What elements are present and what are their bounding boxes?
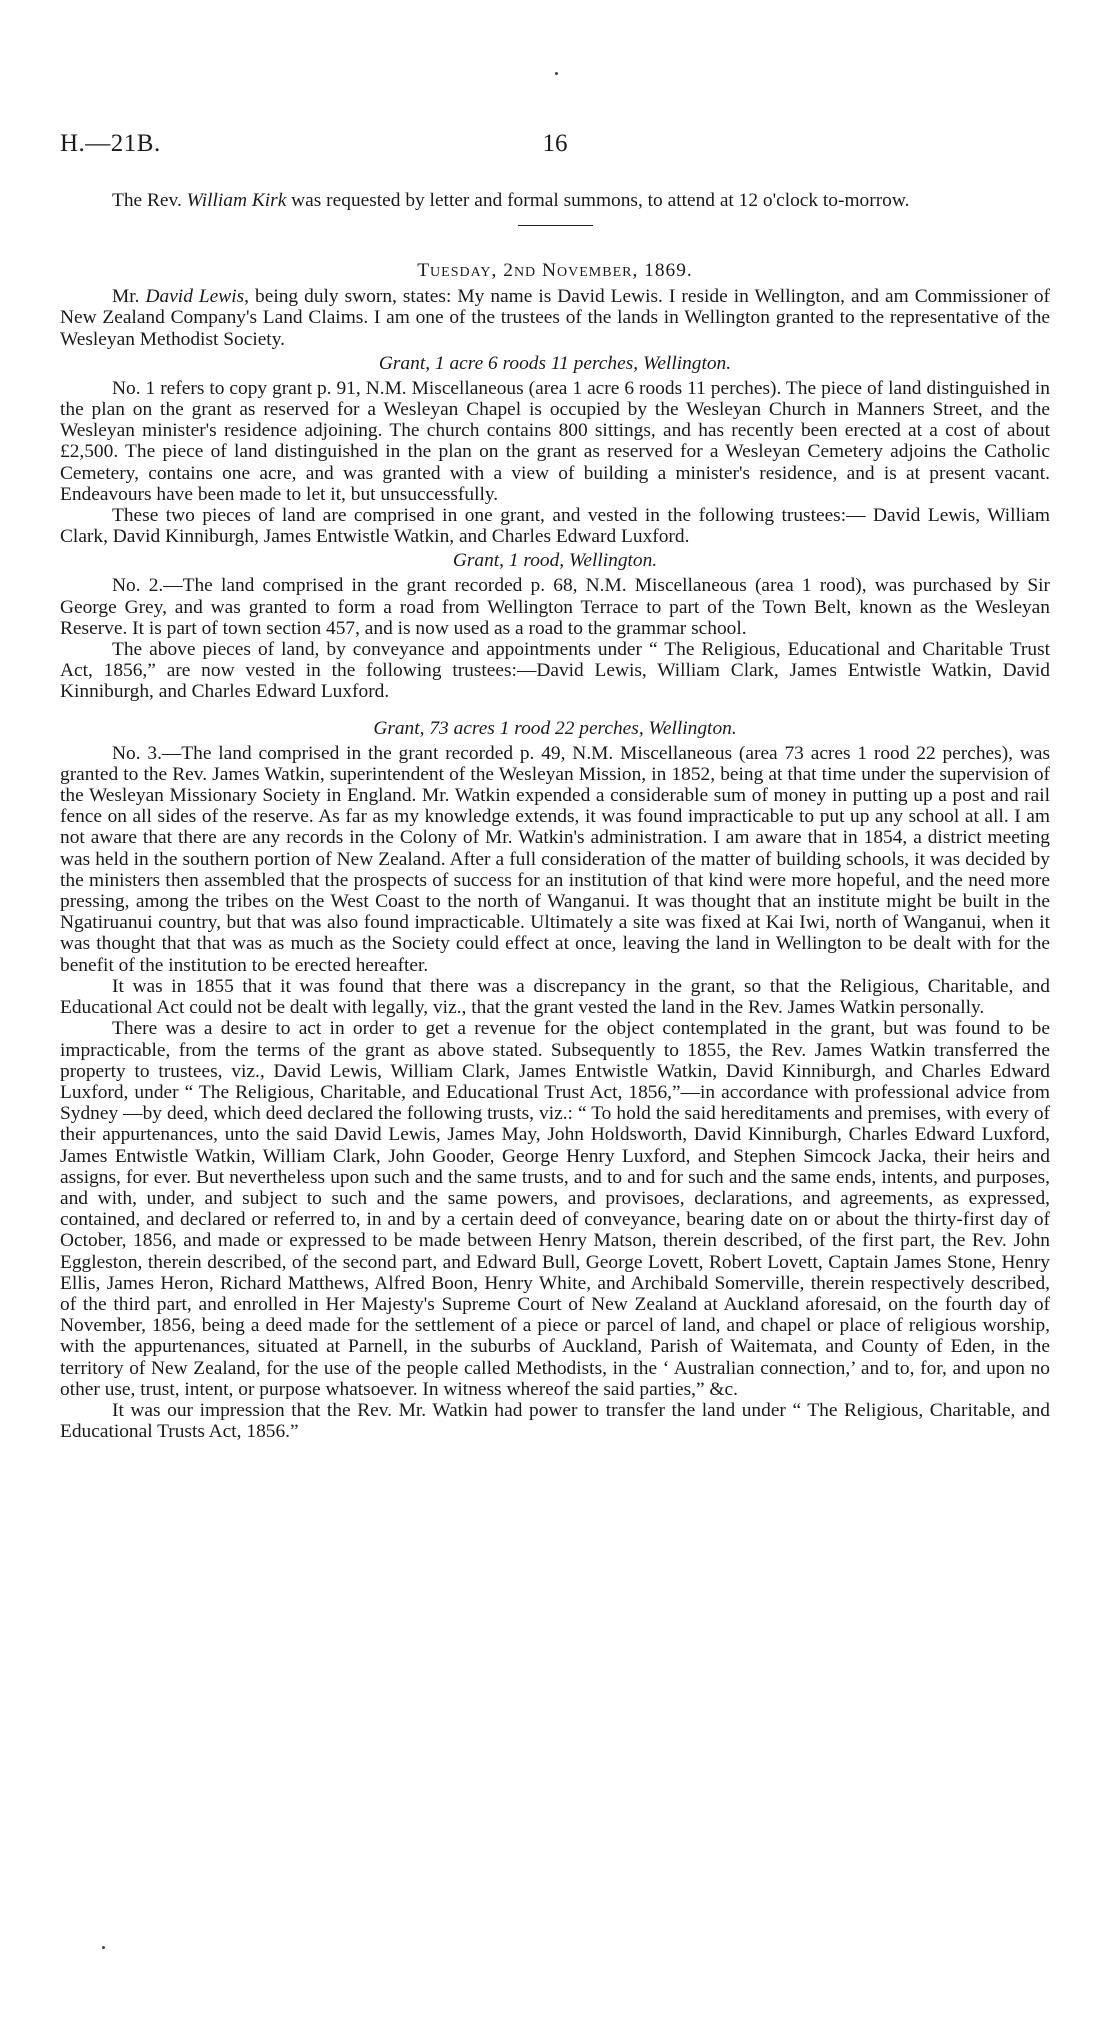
intro-name: William Kirk xyxy=(186,190,287,211)
witness-prefix: Mr. xyxy=(112,286,146,308)
grant-3-heading: Grant, 73 acres 1 rood 22 perches, Wellington. xyxy=(373,717,737,739)
date-heading xyxy=(60,260,1050,282)
scan-speck xyxy=(102,1946,105,1949)
grant-1-paragraph-2: These two pieces of land are comprised in one grant, and vested in the following trustees:— David Lewis, William Clark, David Kinniburgh, James Entwistle Watkin, and Charles Edward Luxford. xyxy=(60,505,1050,548)
grant-2-heading: Grant, 1 rood, Wellington. xyxy=(452,550,658,572)
date-text: , 2nd November, 1869. xyxy=(491,260,693,282)
witness-name: David Lewis xyxy=(145,286,245,308)
section-divider xyxy=(518,225,593,226)
grant-3-paragraph-4: It was our impression that the Rev. Mr. Watkin had power to transfer the land under “ The Religious, Charitable, and Educational Trusts Act, 1856.” xyxy=(60,1399,1050,1443)
grant-3-paragraph-2: It was in 1855 that it was found that there was a discrepancy in the grant, so that the Religious, Charitable, and Educational Act could not be dealt with legally, viz., that the grant vested the land in the Rev. James Watkin personally. xyxy=(60,975,1050,1019)
grant-3-paragraph-1: No. 3.—The land comprised in the grant recorded p. 49, N.M. Miscellaneous (area 73 acres 1 rood 22 perches), was granted to the Rev. James Watkin, superintendent of the Wesleyan Mission, in 1852, being at that time under the supervision of the Wesleyan Missionary Society in England. Mr. Watkin expended a considerable sum of money in putting up a post and rail fence on all sides of the reserve. As far as my knowledge extends, it was found impracticable to put up any school at all. I am not aware that there are any records in the Colony of Mr. Watkin's administration. I am aware that in 1854, a district meeting was held in the southern portion of New Zealand. After a full consideration of the matter of building schools, it was decided by the ministers then assembled that the prospects of success for an institution of that kind were more hopeful, and the need more pressing, among the tribes on the West Coast to the north of Wanganui. It was thought that an institute might be built in the Ngatiruanui country, but that was also found impracticable. Ultimately a site was fixed at Kai Iwi, north of Wanganui, when it was thought that that was as much as the Society could effect at once, leaving the land in Wellington to be dealt with for the benefit of the institution to be erected hereafter. xyxy=(60,742,1050,976)
document-reference: H.—21B. xyxy=(60,130,161,157)
scan-speck xyxy=(555,72,558,75)
grant-2-paragraph-2: The above pieces of land, by conveyance and appointments under “ The Religious, Educational and Charitable Trust Act, 1856,” are now vested in the following trustees:—David Lewis, William Clark, James Entwistle Watkin, David Kinniburgh, and Charles Edward Luxford. xyxy=(60,639,1050,703)
grant-1-paragraph-1: No. 1 refers to copy grant p. 91, N.M. Miscellaneous (area 1 acre 6 roods 11 perches). The piece of land distinguished in the plan on the grant as reserved for a Wesleyan Chapel is occupied by the Wesleyan Church in Manners Street, and the Wesleyan minister's residence adjoining. The church contains 800 sittings, and has recently been erected at a cost of about £2,500. The piece of land distinguished in the plan on the grant as reserved for a Wesleyan Cemetery adjoins the Catholic Cemetery, contains one acre, and was granted with a view of building a minister's residence, and is at present vacant. Endeavours have been made to let it, but unsuccessfully. xyxy=(60,377,1050,505)
intro-suffix: was requested by letter and formal summons, to attend at 12 o'clock to-morrow. xyxy=(286,190,910,211)
date-weekday: Tuesday xyxy=(417,260,492,282)
witness-paragraph xyxy=(60,286,1050,350)
intro-paragraph xyxy=(60,190,1050,211)
witness-suffix: , being duly sworn, states: My name is David Lewis. I reside in Wellington, and am Commissioner of New Zealand Company's Land Claims. I am one of the trustees of the lands in Wellington granted to the representative of the Wesleyan Methodist Society. xyxy=(60,286,1051,350)
document-page xyxy=(60,0,1050,1442)
grant-2-paragraph-1: No. 2.—The land comprised in the grant recorded p. 68, N.M. Miscellaneous (area 1 rood), was purchased by Sir George Grey, and was granted to form a road from Wellington Terrace to part of the Town Belt, known as the Wesleyan Reserve. It is part of town section 457, and is now used as a road to the grammar school. xyxy=(60,575,1050,639)
page-number: 16 xyxy=(542,130,568,157)
spacer xyxy=(60,703,1050,715)
grant-3-paragraph-3: There was a desire to act in order to get a revenue for the object contemplated in the grant, but was found to be impracticable, from the terms of the grant as above stated. Subsequently to 1855, the Rev. James Watkin transferred the property to trustees, viz., David Lewis, William Clark, James Entwistle Watkin, David Kinniburgh, and Charles Edward Luxford, under “ The Religious, Charitable, and Educational Trust Act, 1856,”—in accordance with professional advice from Sydney —by deed, which deed declared the following trusts, viz.: “ To hold the said hereditaments and premises, with every of their appurtenances, unto the said David Lewis, James May, John Holdsworth, David Kinniburgh, Charles Edward Luxford, James Entwistle Watkin, William Clark, John Gooder, George Henry Luxford, and Stephen Simcock Jacka, their heirs and assigns, for ever. But nevertheless upon such and the same trusts, and to and for such and the same ends, intents, and purposes, and with, under, and subject to such and the same powers, and provisoes, declarations, and agreements, as expressed, contained, and declared or referred to, in and by a certain deed of conveyance, bearing date on or about the thirty-first day of October, 1856, and made or expressed to be made between Henry Matson, therein described, of the first part, the Rev. John Eggleston, therein described, of the second part, and Edward Bull, George Lovett, Robert Lovett, Captain James Stone, Henry Ellis, James Heron, Richard Matthews, Alfred Boon, Henry White, and Archibald Somerville, therein respectively described, of the third part, and enrolled in Her Majesty's Supreme Court of New Zealand at Auckland aforesaid, on the fourth day of November, 1856, being a deed made for the settlement of a piece or parcel of land, and chapel or place of religious worship, with the appurtenances, situated at Parnell, in the suburbs of Auckland, Parish of Waitemata, and County of Eden, in the territory of New Zealand, for the use of the people called Methodists, in the ‘ Australian connection,’ and to, for, and upon no other use, trust, intent, or purpose whatsoever. In witness whereof the said parties,” &c. xyxy=(60,1018,1050,1400)
grant-1-heading: Grant, 1 acre 6 roods 11 perches, Wellington. xyxy=(378,352,732,374)
page-header xyxy=(60,130,1050,190)
intro-prefix: The Rev. xyxy=(112,190,187,211)
